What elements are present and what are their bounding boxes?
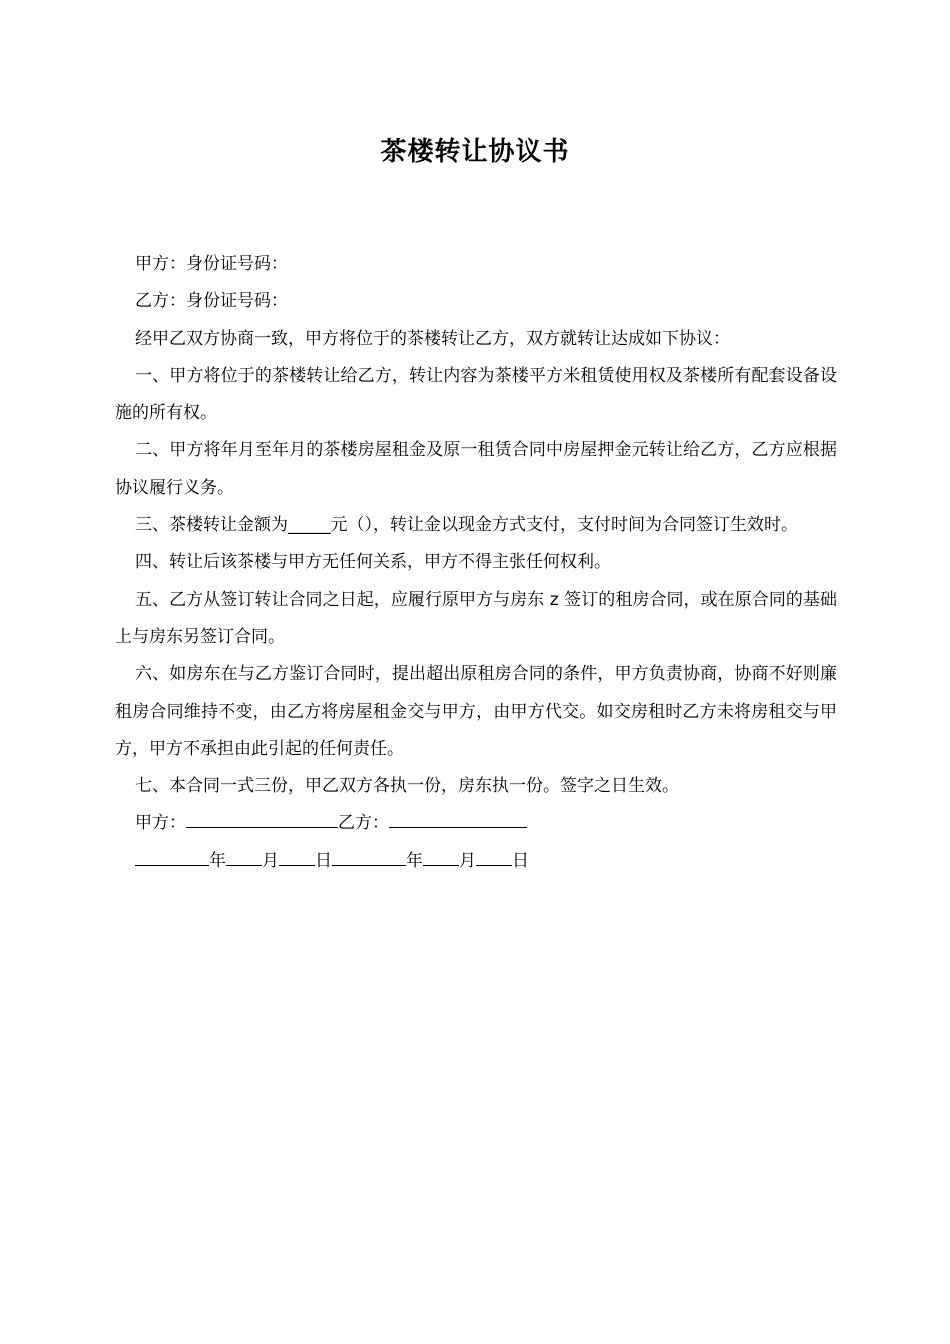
party-b-year-blank[interactable] [332,849,406,866]
clause-7: 七、本合同一式三份，甲乙双方各执一份，房东执一份。签字之日生效。 [135,776,679,797]
signature-row [115,805,837,842]
party-b-year-label: 年 [406,850,423,871]
document-title: 茶楼转让协议书 [380,137,570,167]
party-b-month-label: 月 [459,850,476,871]
party-b-month-blank[interactable] [423,849,459,866]
party-b-line: 乙方：身份证号码： [135,291,288,312]
intro-paragraph: 经甲乙双方协商一致，甲方将位于的茶楼转让乙方，双方就转让达成如下协议： [135,328,730,349]
clause-4: 四、转让后该茶楼与甲方无任何关系，甲方不得主张任何权利。 [135,552,611,573]
party-a-signature-blank[interactable] [186,811,338,828]
clause-5: 五、乙方从签订转让合同之日起，应履行原甲方与房东 z 签订的租房合同，或在原合同的基础上与房东另签订合同。 [115,589,837,647]
clause-1: 一、甲方将位于的茶楼转让给乙方，转让内容为茶楼平方米租赁使用权及茶楼所有配套设备设施的所有权。 [115,365,837,424]
clause-3: 三、茶楼转让金额为_____元（），转让金以现金方式支付，支付时间为合同签订生效时。 [135,515,798,536]
party-a-month-blank[interactable] [226,849,262,866]
document-body [115,246,837,880]
party-a-day-label: 日 [315,850,332,871]
party-a-signature-label: 甲方： [135,813,186,834]
clause-6: 六、如房东在与乙方鉴订合同时，提出超出原租房合同的条件，甲方负责协商，协商不好则廉租房合同维持不变，由乙方将房屋租金交与甲方，由甲方代交。如交房租时乙方未将房租交与甲方，甲方不承担由此引起的任何责任。 [115,664,837,759]
party-b-signature-label: 乙方： [338,813,389,834]
party-b-day-blank[interactable] [476,849,512,866]
party-a-line: 甲方：身份证号码： [135,254,288,274]
party-b-signature-blank[interactable] [389,811,527,828]
clause-2: 二、甲方将年月至年月的茶楼房屋租金及原一租赁合同中房屋押金元转让给乙方，乙方应根据协议履行义务。 [115,440,837,498]
party-a-month-label: 月 [262,850,279,871]
party-a-day-blank[interactable] [279,849,315,866]
party-a-year-blank[interactable] [135,849,209,866]
party-a-year-label: 年 [209,850,226,871]
date-row [115,843,837,880]
party-b-day-label: 日 [512,850,529,871]
